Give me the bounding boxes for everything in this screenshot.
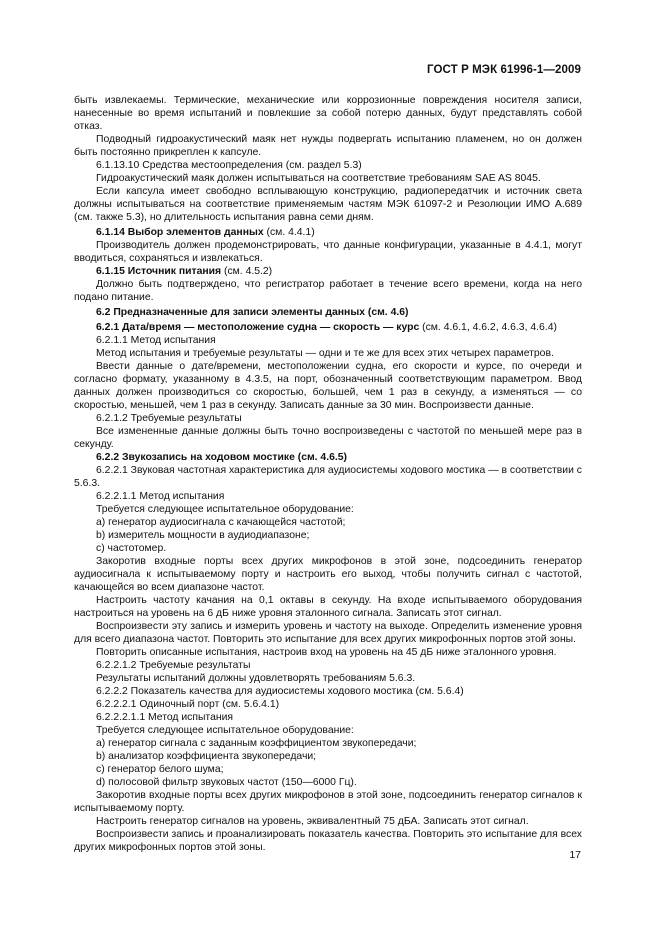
paragraph: Воспроизвести эту запись и измерить уровень и частоту на выходе. Определить изменение уровня для всего диапазона частот. Повторить это испытание для всех других микрофонных портов этой зоны.	[74, 621, 582, 645]
paragraph: Если капсула имеет свободно всплывающую конструкцию, радиопередатчик и источник света должны испытываться на соответствие применяемым частям МЭК 61097-2 и Резолюции ИМО А.689 (см. также 5.3), но длительность испытания равна семи дням.	[74, 186, 582, 223]
list-item: a) генератор сигнала с заданным коэффициентом звукопередачи;	[96, 738, 417, 749]
section-heading-6-2: 6.2 Предназначенные для записи элементы данных (см. 4.6)	[96, 307, 409, 318]
paragraph: 6.2.2.1 Звуковая частотная характеристика для аудиосистемы ходового мостика — в соответствии с 5.6.3.	[74, 465, 582, 489]
clause-heading: 6.2.1.2 Требуемые результаты	[96, 413, 242, 424]
paragraph: Требуется следующее испытательное оборудование:	[96, 504, 354, 515]
document-body	[74, 94, 582, 854]
heading-reference: (см. 4.4.1)	[263, 227, 315, 238]
section-heading-6-2-1	[74, 321, 582, 334]
heading-reference: (см. 4.5.2)	[221, 266, 273, 277]
heading-title: 6.2.1 Дата/время — местоположение судна — скорость — курс	[96, 322, 420, 333]
paragraph: Настроить генератор сигналов на уровень, эквивалентный 75 дБА. Записать этот сигнал.	[96, 816, 529, 827]
clause-heading: 6.2.2.2.1.1 Метод испытания	[96, 712, 234, 723]
list-item: b) измеритель мощности в аудиодиапазоне;	[96, 530, 310, 541]
list-item: a) генератор аудиосигнала с качающейся частотой;	[96, 517, 346, 528]
section-heading-6-1-15	[74, 265, 582, 278]
clause-heading: 6.2.2.1.2 Требуемые результаты	[96, 660, 251, 671]
paragraph: Настроить частоту качания на 0,1 октавы в секунду. На входе испытываемого оборудования настроиться на уровень на 6 дБ ниже уровня эталонного сигнала. Записать этот сигнал.	[74, 595, 582, 619]
paragraph: Воспроизвести запись и проанализировать показатель качества. Повторить это испытание для всех других микрофонных портов этой зоны.	[74, 829, 582, 853]
clause-heading: 6.2.2.2.1 Одиночный порт (см. 5.6.4.1)	[96, 699, 280, 710]
paragraph: Закоротив входные порты всех других микрофонов в этой зоне, подсоединить генератор аудиосигнала к испытываемому порту и настроить его выход, чтобы получить сигнал с частотой, качающейся во всем диапазоне частот.	[74, 556, 582, 593]
standard-code-header: ГОСТ Р МЭК 61996-1—2009	[427, 64, 581, 76]
heading-title: 6.1.14 Выбор элементов данных	[96, 227, 264, 238]
heading-title: 6.1.15 Источник питания	[96, 266, 222, 277]
paragraph: Закоротив входные порты всех других микрофонов в этой зоне, подсоединить генератор сигналов к испытываемому порту.	[74, 790, 582, 814]
paragraph: Подводный гидроакустический маяк нет нужды подвергать испытанию пламенем, но он должен быть постоянно прикреплен к капсуле.	[74, 134, 582, 158]
clause-heading: 6.2.1.1 Метод испытания	[96, 335, 216, 346]
heading-reference: (см. 4.6.1, 4.6.2, 4.6.3, 4.6.4)	[419, 322, 557, 333]
clause-heading: 6.1.13.10 Средства местоопределения (см. раздел 5.3)	[96, 160, 362, 171]
paragraph: Все измененные данные должны быть точно воспроизведены с частотой по меньшей мере раз в секунду.	[74, 426, 582, 450]
clause-heading: 6.2.2.1.1 Метод испытания	[96, 491, 225, 502]
paragraph: Должно быть подтверждено, что регистратор работает в течение всего времени, когда на него подано питание.	[74, 279, 582, 303]
paragraph: Повторить описанные испытания, настроив вход на уровень на 45 дБ ниже эталонного уровня.	[96, 647, 557, 658]
section-heading-6-2-2: 6.2.2 Звукозапись на ходовом мостике (см. 4.6.5)	[96, 452, 348, 463]
list-item: b) анализатор коэффициента звукопередачи;	[96, 751, 317, 762]
list-item: d) полосовой фильтр звуковых частот (150—6000 Гц).	[96, 777, 357, 788]
clause-heading: 6.2.2.2 Показатель качества для аудиосистемы ходового мостика (см. 5.6.4)	[96, 686, 464, 697]
page-number: 17	[569, 849, 581, 861]
paragraph: быть извлекаемы. Термические, механические или коррозионные повреждения носителя записи, нанесенные во время испытаний и повлекшие за собой потерю данных, будут представлять собой отказ.	[74, 95, 582, 132]
paragraph: Производитель должен продемонстрировать, что данные конфигурации, указанные в 4.4.1, могут вводиться, сохраняться и извлекаться.	[74, 240, 582, 264]
paragraph: Гидроакустический маяк должен испытываться на соответствие требованиям SAE AS 8045.	[96, 173, 541, 184]
paragraph: Ввести данные о дате/времени, местоположении судна, его скорости и курсе, по очереди и согласно формату, указанному в 4.3.5, на порт, обозначенный соответствующим параметром. Ввод данных должен производиться со скоростью, большей, чем 1 раз в секунду, а изменяться — со скоростью, меньшей, чем 1 раз в секунду. Записать данные за 30 мин. Воспроизвести данные.	[74, 361, 582, 411]
list-item: c) генератор белого шума;	[96, 764, 224, 775]
section-heading-6-1-14	[74, 226, 582, 239]
list-item: c) частотомер.	[96, 543, 167, 554]
paragraph: Метод испытания и требуемые результаты — одни и те же для всех этих четырех параметров.	[96, 348, 554, 359]
paragraph: Требуется следующее испытательное оборудование:	[96, 725, 354, 736]
paragraph: Результаты испытаний должны удовлетворять требованиям 5.6.3.	[96, 673, 416, 684]
